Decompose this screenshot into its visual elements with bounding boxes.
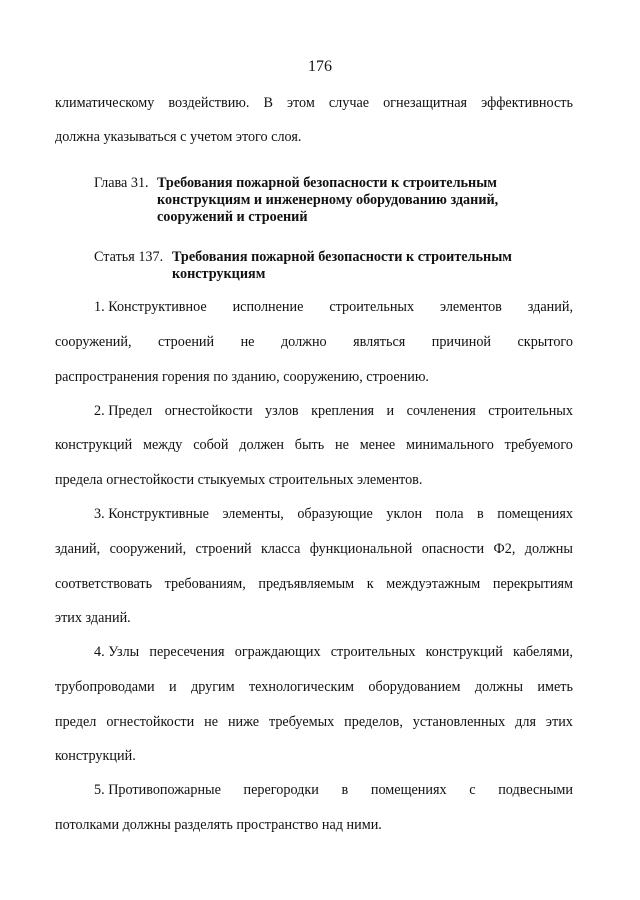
word: быть [294,437,325,453]
word: этих [545,714,573,730]
word: 4. Узлы [94,644,140,660]
word: сооружений, [55,334,132,350]
word: и [386,403,395,419]
word: не [240,334,255,350]
word: ниже [227,714,260,730]
intro-line-2: должна указываться с учетом этого слоя. [55,129,302,145]
word: узлов [265,403,299,419]
word: опасности [421,541,485,557]
word: оборудованием [368,679,461,695]
word: к [366,576,374,592]
word: крепления [311,403,375,419]
word: строений [195,541,252,557]
word: не [204,714,219,730]
word: элементов [439,299,502,315]
word: междуэтажным [386,576,481,592]
word: в [341,782,349,798]
word: уклон [386,506,423,522]
word: образующие [297,506,373,522]
article-title-line-1: Требования пожарной безопасности к строительным [172,249,512,265]
word: огнестойкости [106,714,195,730]
word: должен [239,437,284,453]
word: собой [193,437,229,453]
word: случае [328,95,370,111]
word: 5. Противопожарные [94,782,221,798]
chapter-title-line-1: Требования пожарной безопасности к строительным [157,175,497,191]
word: причиной [431,334,492,350]
word: не [335,437,349,453]
word: являться [353,334,406,350]
word: предъявляемым [258,576,355,592]
word: конструкций [425,644,503,660]
word: 3. Конструктивные [94,506,209,522]
paragraph-3-line-4: этих зданий. [55,610,131,626]
word: пересечения [149,644,225,660]
word: элементы, [222,506,284,522]
word: менее [359,437,396,453]
paragraph-3-line-2 [55,540,573,558]
word: между [143,437,183,453]
chapter-title-line-3: сооружений и строений [157,209,308,225]
word: В [263,95,273,111]
word: сочленения [406,403,476,419]
word: этом [286,95,315,111]
paragraph-1-line-1 [94,298,573,316]
word: функциональной [309,541,413,557]
word: конструкций [55,437,133,453]
intro-line-1 [55,94,573,112]
word: требованиям, [164,576,246,592]
word: сооружений, [109,541,187,557]
word: для [515,714,536,730]
paragraph-2-line-3: предела огнестойкости стыкуемых строительных элементов. [55,472,423,488]
word: пола [435,506,464,522]
word: кабелями, [512,644,573,660]
paragraph-3-line-3 [55,575,573,593]
paragraph-5-line-1 [94,781,573,799]
word: должны [474,679,524,695]
word: помещениях [497,506,573,522]
word: 1. Конструктивное [94,299,207,315]
word: требуемых [268,714,335,730]
paragraph-4-line-2 [55,678,573,696]
article-title-line-2: конструкциям [172,266,266,282]
word: эффективность [481,95,573,111]
word: установленных [412,714,506,730]
word: воздействию. [168,95,250,111]
word: перегородки [243,782,319,798]
paragraph-2-line-1 [94,402,573,420]
word: строительных [488,403,573,419]
word: другим [191,679,235,695]
paragraph-3-line-1 [94,505,573,523]
word: предел [55,714,97,730]
word: подвесными [498,782,573,798]
word: ограждающих [234,644,321,660]
word: иметь [537,679,573,695]
word: в [477,506,484,522]
page-number: 176 [308,58,332,75]
word: и [169,679,177,695]
word: минимального [405,437,494,453]
chapter-label: Глава 31. [94,175,149,191]
word: Ф2, [493,541,516,557]
paragraph-1-line-2 [55,333,573,351]
paragraph-4-line-3 [55,713,573,731]
word: климатическому [55,95,155,111]
word: помещениях [370,782,447,798]
word: 2. Предел [94,403,153,419]
word: класса [261,541,301,557]
chapter-title-line-2: конструкциям и инженерному оборудованию зданий, [157,192,499,208]
word: зданий, [527,299,573,315]
word: с [469,782,476,798]
paragraph-5-line-2: потолками должны разделять пространство над ними. [55,817,382,833]
paragraph-4-line-1 [94,643,573,661]
paragraph-2-line-2 [55,436,573,454]
word: должны [524,541,573,557]
word: огнезащитная [383,95,468,111]
word: перекрытиям [492,576,573,592]
word: скрытого [517,334,573,350]
word: требуемого [504,437,573,453]
word: исполнение [232,299,304,315]
word: соответствовать [55,576,153,592]
word: строений [158,334,215,350]
word: технологическим [248,679,355,695]
word: строительных [329,299,415,315]
word: пределов, [344,714,403,730]
word: строительных [330,644,416,660]
word: зданий, [55,541,101,557]
word: должно [280,334,327,350]
paragraph-1-line-3: распространения горения по зданию, сооружению, строению. [55,369,429,385]
word: трубопроводами [55,679,155,695]
word: огнестойкости [164,403,253,419]
paragraph-4-line-4: конструкций. [55,748,136,764]
article-label: Статья 137. [94,249,164,265]
